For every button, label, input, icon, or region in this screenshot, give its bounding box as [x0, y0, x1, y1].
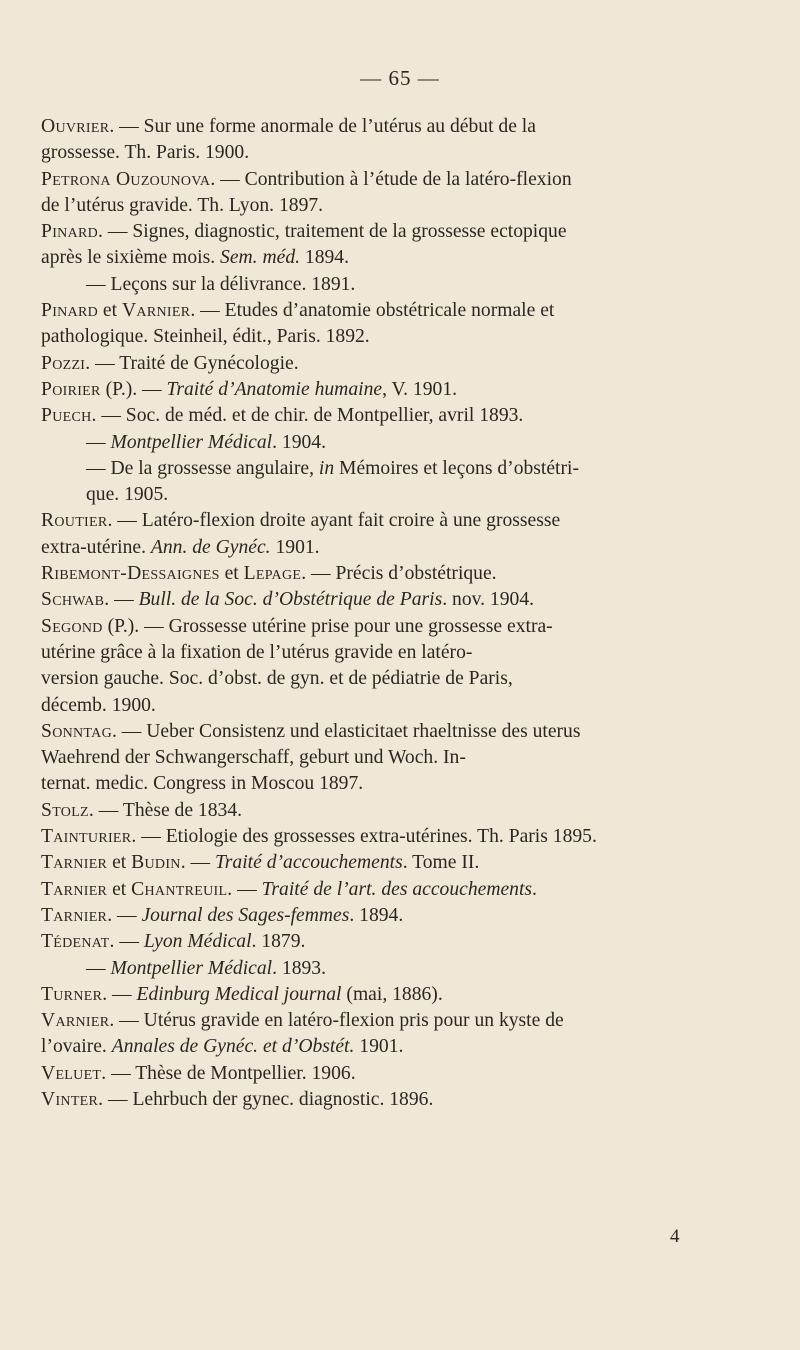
bibliography-entry: [41, 824, 756, 850]
entry-text: . — Lehrbuch der gynec. diagnostic. 1896.: [98, 1088, 434, 1110]
entry-text: . Tome II.: [402, 852, 480, 874]
entry-author: Budin: [131, 852, 181, 874]
bibliography-entry: [41, 719, 756, 798]
entry-author: Pozzi: [41, 352, 86, 374]
entry-title: Traité d’Anatomie humaine: [166, 378, 383, 400]
entry-text: extra-utérine.: [41, 536, 151, 558]
entry-text: de l’utérus gravide. Th. Lyon. 1897.: [41, 194, 324, 216]
entry-title: Edinburg Medical journal: [136, 983, 342, 1005]
entry-text: . — Etudes d’anatomie obstétricale normale et: [190, 300, 555, 322]
entry-line: [41, 298, 756, 324]
bibliography-entry: [41, 956, 756, 982]
bibliography-entry: [41, 1008, 756, 1061]
bibliography-entry: [41, 430, 756, 456]
entry-text: . 1904.: [272, 431, 326, 453]
entry-text: (P.). — Grossesse utérine prise pour une grossesse extra-: [102, 615, 553, 637]
entry-line: [41, 850, 756, 876]
entry-text: et: [107, 878, 132, 900]
entry-text: , V. 1901.: [382, 378, 458, 400]
entry-line: [41, 666, 756, 692]
entry-author: Tédenat: [41, 931, 110, 953]
entry-author: Tarnier: [41, 878, 108, 900]
entry-text: . 1879.: [251, 931, 306, 953]
entry-line: [41, 535, 756, 561]
entry-title: Bull. de la Soc. d’Obstétrique de Paris: [138, 589, 443, 611]
entry-author: Schwab: [41, 589, 105, 611]
entry-line: [41, 324, 756, 350]
bibliography-entry: [41, 167, 756, 220]
entry-text: . — Soc. de méd. et de chir. de Montpellier, avril 1893.: [91, 405, 524, 427]
entry-line: [41, 982, 756, 1008]
entry-text: . 1894.: [349, 904, 404, 926]
entry-text: ternat. medic. Congress in Moscou 1897.: [41, 773, 364, 795]
entry-text: grossesse. Th. Paris. 1900.: [41, 142, 250, 164]
entry-line: [86, 956, 756, 982]
entry-line: [41, 245, 756, 271]
entry-author: Turner: [41, 983, 103, 1005]
entry-author: Ribemont-Dessaignes: [41, 563, 220, 585]
bibliography-entry: [41, 798, 756, 824]
entry-line: [41, 929, 756, 955]
entry-title: Traité d’accouchements: [214, 852, 403, 874]
entry-text: . — Etiologie des grossesses extra-utérines. Th. Paris 1895.: [131, 826, 597, 848]
entry-author: Stolz: [41, 799, 89, 821]
signature-mark: 4: [670, 1226, 680, 1247]
entry-text: . —: [107, 904, 142, 926]
entry-line: [41, 771, 756, 797]
entry-title: in: [318, 457, 335, 479]
entry-author: Vinter: [41, 1088, 99, 1110]
entry-text: . — Ueber Consistenz und elasticitaet rhaeltnisse des uterus: [111, 720, 581, 742]
entry-text: —: [86, 431, 111, 453]
entry-line: [41, 140, 756, 166]
bibliography-entry: [41, 456, 756, 509]
bibliography-entry: [41, 929, 756, 955]
entry-text: après le sixième mois.: [41, 247, 221, 269]
entry-author: Lepage: [243, 563, 302, 585]
entry-text: . nov. 1904.: [442, 589, 535, 611]
entry-text: que. 1905.: [86, 484, 169, 506]
entry-text: 1901.: [270, 536, 320, 558]
entry-text: . 1893.: [272, 957, 326, 979]
bibliography-entry: [41, 272, 756, 298]
entry-title: Annales de Gynéc. et d’Obstét.: [111, 1036, 355, 1058]
entry-text: l’ovaire.: [41, 1036, 112, 1058]
entry-text: . —: [104, 589, 139, 611]
entry-line: [41, 403, 756, 429]
entry-title: Ann. de Gynéc.: [150, 536, 271, 558]
entry-author: Pinard: [41, 221, 99, 243]
bibliography-entry: [41, 614, 756, 719]
entry-text: . — Traité de Gynécologie.: [85, 352, 299, 374]
entry-title: Journal des Sages-femmes: [141, 904, 350, 926]
entry-line: [41, 377, 756, 403]
bibliography-entry: [41, 351, 756, 377]
bibliography-entry: [41, 561, 756, 587]
bibliography-entry: [41, 850, 756, 876]
entry-line: [41, 693, 756, 719]
entry-line: [41, 351, 756, 377]
bibliography-list: [41, 114, 756, 1113]
entry-text: . — Latéro-flexion droite ayant fait croire à une grossesse: [107, 510, 561, 532]
entry-line: [41, 798, 756, 824]
entry-author: Petrona Ouzounova: [41, 168, 211, 190]
entry-text: Waehrend der Schwangerschaff, geburt und Woch. In-: [41, 747, 466, 769]
entry-author: Poirier: [41, 378, 101, 400]
entry-text: et: [98, 300, 122, 322]
entry-text: et: [219, 563, 244, 585]
entry-author: Routier: [41, 510, 108, 532]
bibliography-entry: [41, 377, 756, 403]
entry-text: 1894.: [300, 247, 349, 269]
entry-line: [41, 219, 756, 245]
bibliography-entry: [41, 219, 756, 272]
entry-text: . — Thèse de Montpellier. 1906.: [101, 1062, 356, 1084]
entry-title: Montpellier Médical: [110, 431, 273, 453]
entry-text: . —: [109, 931, 144, 953]
entry-author: Ouvrier: [41, 116, 110, 137]
entry-author: Tarnier: [41, 852, 108, 874]
entry-text: . — Signes, diagnostic, traitement de la grossesse ectopique: [98, 221, 567, 243]
entry-title: Montpellier Médical: [110, 957, 273, 979]
entry-text: Mémoires et leçons d’obstétri-: [334, 457, 579, 479]
entry-title: Sem. méd.: [220, 247, 301, 269]
entry-line: [41, 640, 756, 666]
entry-line: [41, 193, 756, 219]
entry-text: 1901.: [354, 1036, 404, 1058]
entry-text: et: [107, 852, 132, 874]
entry-author: Pinard: [41, 300, 99, 322]
entry-line: [41, 1061, 756, 1087]
entry-author: Veluet: [41, 1062, 102, 1084]
bibliography-entry: [41, 1061, 756, 1087]
bibliography-entry: [41, 903, 756, 929]
bibliography-entry: [41, 982, 756, 1008]
entry-text: pathologique. Steinheil, édit., Paris. 1892.: [41, 326, 370, 348]
entry-title: Lyon Médical: [143, 931, 252, 953]
entry-line: [86, 430, 756, 456]
entry-line: [41, 824, 756, 850]
entry-text: —: [86, 957, 111, 979]
entry-author: Tarnier: [41, 904, 108, 926]
entry-author: Varnier: [41, 1010, 110, 1032]
entry-line: [41, 903, 756, 929]
bibliography-entry: [41, 1087, 756, 1113]
bibliography-entry: [41, 877, 756, 903]
entry-line: [41, 1034, 756, 1060]
entry-text: . — Thèse de 1834.: [88, 799, 243, 821]
entry-text: . — Précis d’obstétrique.: [301, 563, 497, 585]
entry-line: [41, 1008, 756, 1034]
entry-author: Varnier: [121, 300, 191, 322]
entry-line: [41, 877, 756, 903]
entry-line: [86, 456, 756, 482]
entry-line: [41, 561, 756, 587]
entry-line: [86, 272, 756, 298]
entry-text: utérine grâce à la fixation de l’utérus gravide en latéro-: [41, 641, 473, 663]
entry-author: Sonntag: [41, 720, 112, 742]
entry-text: . —: [102, 983, 137, 1005]
entry-text: . —: [180, 852, 215, 874]
entry-line: [41, 614, 756, 640]
page-number: — 65 —: [360, 66, 440, 90]
entry-line: [41, 719, 756, 745]
entry-text: — Leçons sur la délivrance. 1891.: [86, 273, 356, 295]
entry-line: [41, 1087, 756, 1113]
entry-text: . — Contribution à l’étude de la latéro-flexion: [210, 168, 572, 190]
bibliography-entry: [41, 114, 756, 167]
entry-text: (mai, 1886).: [341, 983, 443, 1005]
entry-line: [41, 167, 756, 193]
entry-text: — De la grossesse angulaire,: [86, 457, 319, 479]
bibliography-entry: [41, 587, 756, 613]
entry-author: Puech: [41, 405, 92, 427]
entry-line: [41, 745, 756, 771]
bibliography-entry: [41, 298, 756, 351]
entry-author: Chantreuil: [131, 878, 228, 900]
entry-text: . — Sur une forme anormale de l’utérus au début de la: [109, 116, 536, 137]
entry-author: Tainturier: [41, 826, 132, 848]
entry-title: Traité de l’art. des accouchements: [261, 878, 533, 900]
entry-line: [41, 587, 756, 613]
entry-text: .: [532, 878, 537, 900]
bibliography-entry: [41, 403, 756, 429]
entry-text: décemb. 1900.: [41, 694, 156, 716]
entry-line: [86, 482, 756, 508]
entry-text: . — Utérus gravide en latéro-flexion pris pour un kyste de: [109, 1010, 564, 1032]
entry-line: [41, 508, 756, 534]
entry-line: [41, 114, 756, 140]
bibliography-entry: [41, 508, 756, 561]
entry-text: . —: [227, 878, 262, 900]
entry-author: Segond: [41, 615, 103, 637]
entry-text: version gauche. Soc. d’obst. de gyn. et de pédiatrie de Paris,: [41, 668, 513, 690]
entry-text: (P.). —: [100, 378, 167, 400]
